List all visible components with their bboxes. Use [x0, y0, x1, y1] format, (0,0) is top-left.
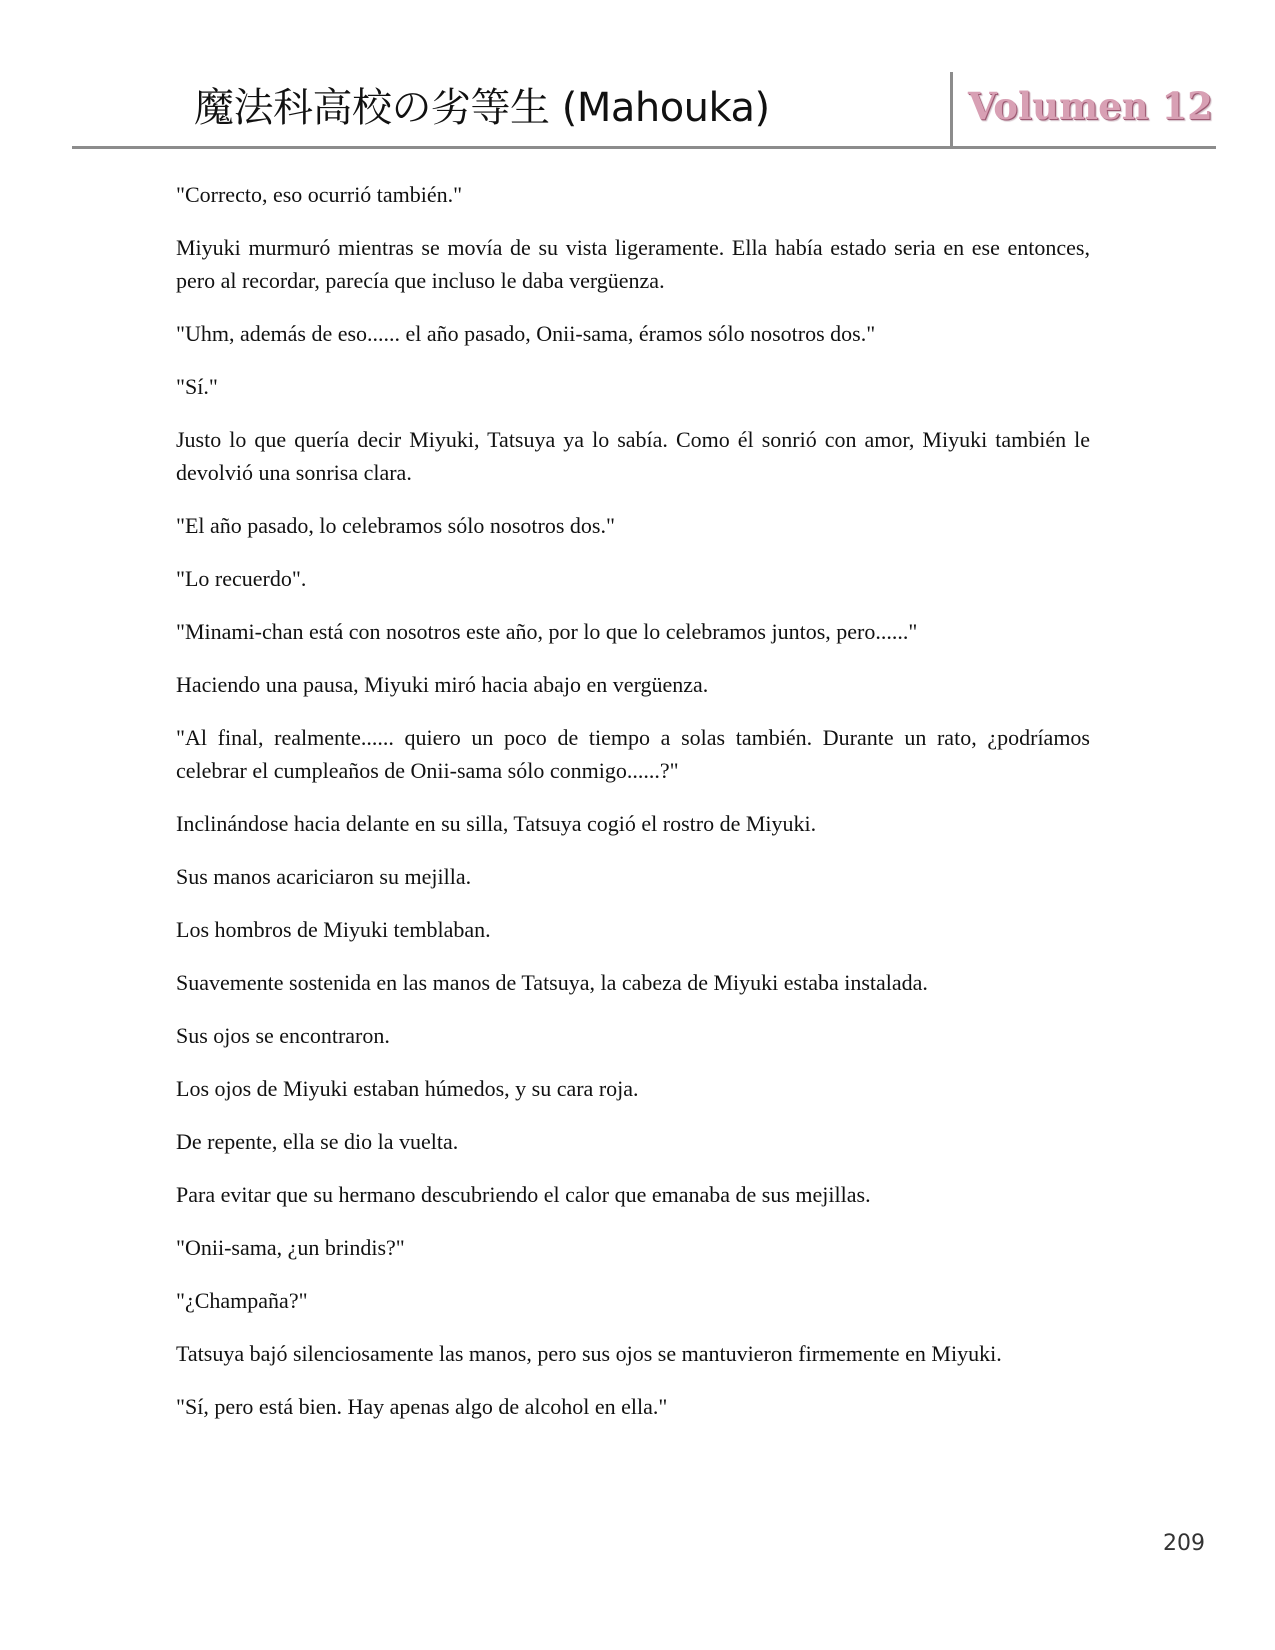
paragraph: Sus ojos se encontraron. [176, 1023, 390, 1048]
paragraph: Justo lo que quería decir Miyuki, Tatsuya ya lo sabía. Como él sonrió con amor, Miyuki también le devolvió una sonrisa clara. [176, 427, 1090, 485]
paragraph: Inclinándose hacia delante en su silla, Tatsuya cogió el rostro de Miyuki. [176, 811, 817, 836]
paragraph: "¿Champaña?" [176, 1288, 308, 1313]
paragraph: Tatsuya bajó silenciosamente las manos, pero sus ojos se mantuvieron firmemente en Miyuki. [176, 1341, 1002, 1366]
paragraph: Suavemente sostenida en las manos de Tatsuya, la cabeza de Miyuki estaba instalada. [176, 970, 928, 995]
paragraph: "Correcto, eso ocurrió también." [176, 182, 463, 207]
paragraph: "Minami-chan está con nosotros este año, por lo que lo celebramos juntos, pero......" [176, 619, 918, 644]
book-title: 魔法科高校の劣等生 (Mahouka) [194, 85, 770, 131]
paragraph: Los ojos de Miyuki estaban húmedos, y su cara roja. [176, 1076, 639, 1101]
paragraph: "Al final, realmente...... quiero un poco de tiempo a solas también. Durante un rato, ¿podríamos celebrar el cumpleaños de Onii-sama sólo conmigo......?" [176, 725, 1090, 783]
paragraph: Sus manos acariciaron su mejilla. [176, 864, 472, 889]
paragraph: De repente, ella se dio la vuelta. [176, 1129, 459, 1154]
page-header [72, 70, 1216, 150]
paragraph: Miyuki murmuró mientras se movía de su vista ligeramente. Ella había estado seria en ese entonces, pero al recordar, parecía que incluso le daba vergüenza. [176, 235, 1090, 293]
page-body [176, 178, 1090, 1443]
header-vertical-divider [950, 72, 953, 148]
header-rule [72, 146, 1216, 149]
paragraph: Para evitar que su hermano descubriendo el calor que emanaba de sus mejillas. [176, 1182, 871, 1207]
paragraph: "El año pasado, lo celebramos sólo nosotros dos." [176, 513, 615, 538]
paragraph: "Lo recuerdo". [176, 566, 307, 591]
paragraph: "Onii-sama, ¿un brindis?" [176, 1235, 405, 1260]
paragraph: "Uhm, además de eso...... el año pasado, Onii-sama, éramos sólo nosotros dos." [176, 321, 876, 346]
paragraph: "Sí." [176, 374, 218, 399]
paragraph: Haciendo una pausa, Miyuki miró hacia abajo en vergüenza. [176, 672, 709, 697]
volume-label: Volumen 12 [968, 84, 1213, 128]
page-number: 209 [1163, 1531, 1205, 1556]
paragraph: Los hombros de Miyuki temblaban. [176, 917, 491, 942]
paragraph: "Sí, pero está bien. Hay apenas algo de alcohol en ella." [176, 1394, 668, 1419]
